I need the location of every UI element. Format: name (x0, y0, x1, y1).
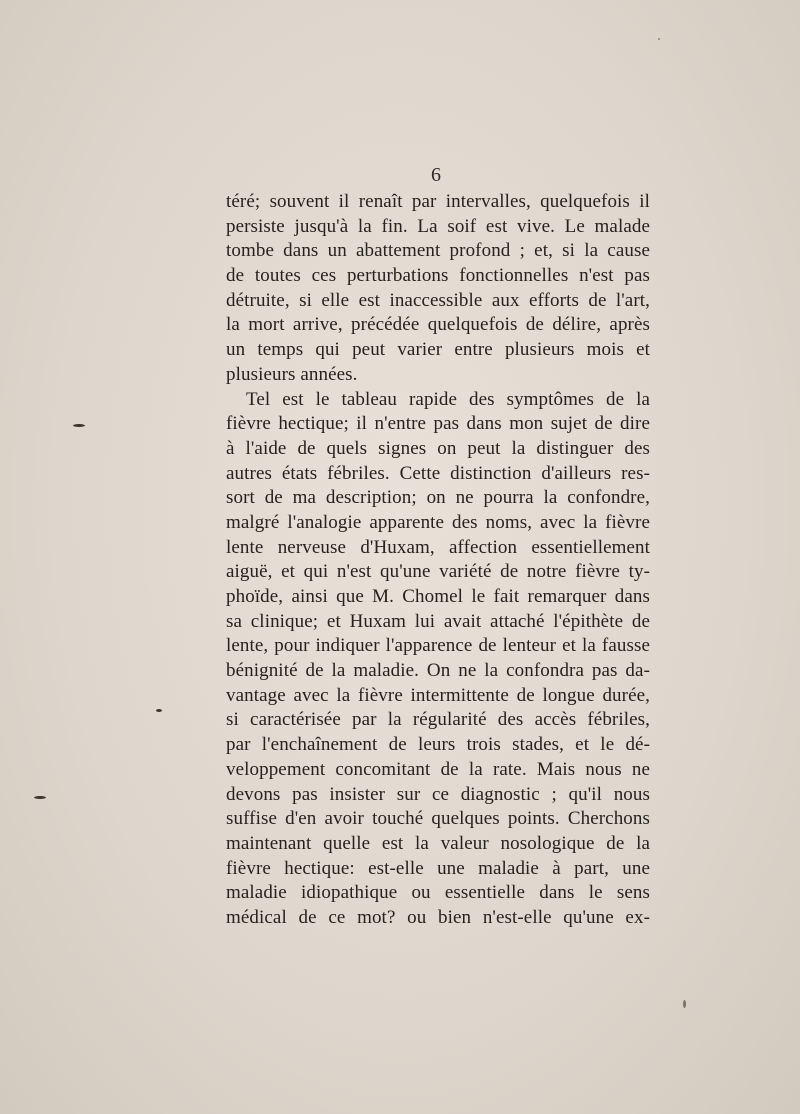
text-line: si caractérisée par la régularité des accès fébriles, (226, 709, 650, 731)
text-line: maintenant quelle est la valeur nosologique de la (226, 832, 650, 854)
paragraph-start-line: Tel est le tableau rapide des symptômes de la (246, 388, 650, 410)
ink-speck (683, 1000, 686, 1008)
text-line: téré; souvent il renaît par intervalles, quelquefois il (226, 191, 650, 212)
text-line: à l'aide de quels signes on peut la distinguer des (226, 437, 650, 459)
ink-speck (73, 424, 85, 427)
text-line: phoïde, ainsi que M. Chomel le fait remarquer dans (226, 586, 650, 607)
ink-speck (658, 38, 660, 40)
text-line: plusieurs années. (226, 363, 358, 385)
text-line: sa clinique; et Huxam lui avait attaché l'épithète de (226, 610, 650, 632)
text-line: un temps qui peut varier entre plusieurs mois et (226, 339, 650, 361)
text-line: par l'enchaînement de leurs trois stades, et le dé- (226, 734, 650, 756)
body-text (226, 190, 650, 931)
text-line: sort de ma description; on ne pourra la confondre, (226, 487, 650, 509)
text-line: fièvre hectique; il n'entre pas dans mon sujet de dire (226, 413, 650, 435)
ink-speck (156, 709, 162, 712)
text-line: médical de ce mot? ou bien n'est-elle qu'une ex- (226, 906, 650, 928)
text-line: de toutes ces perturbations fonctionnelles n'est pas (226, 265, 650, 287)
text-line: veloppement concomitant de la rate. Mais nous ne (226, 758, 650, 780)
text-line: malgré l'analogie apparente des noms, avec la fièvre (226, 511, 650, 533)
text-line: persiste jusqu'à la fin. La soif est vive. Le malade (226, 215, 650, 237)
text-line: bénignité de la maladie. On ne la confondra pas da- (226, 660, 650, 682)
text-line: détruite, si elle est inaccessible aux efforts de l'art, (226, 289, 650, 311)
text-line: suffise d'en avoir touché quelques points. Cherchons (226, 808, 650, 830)
text-line: lente nerveuse d'Huxam, affection essentiellement (226, 536, 650, 558)
text-line: tombe dans un abattement profond ; et, si la cause (226, 240, 650, 262)
text-line: fièvre hectique: est-elle une maladie à part, une (226, 857, 650, 879)
text-line: devons pas insister sur ce diagnostic ; qu'il nous (226, 783, 650, 805)
text-line: vantage avec la fièvre intermittente de longue durée, (226, 684, 650, 706)
text-line: la mort arrive, précédée quelquefois de délire, après (226, 314, 650, 336)
ink-speck (34, 796, 46, 799)
text-line: autres états fébriles. Cette distinction d'ailleurs res- (226, 462, 650, 484)
text-line: lente, pour indiquer l'apparence de lenteur et la fausse (226, 635, 650, 657)
text-line: aiguë, et qui n'est qu'une variété de notre fièvre ty- (226, 561, 650, 583)
page-number: 6 (431, 164, 441, 186)
text-line: maladie idiopathique ou essentielle dans le sens (226, 882, 650, 904)
